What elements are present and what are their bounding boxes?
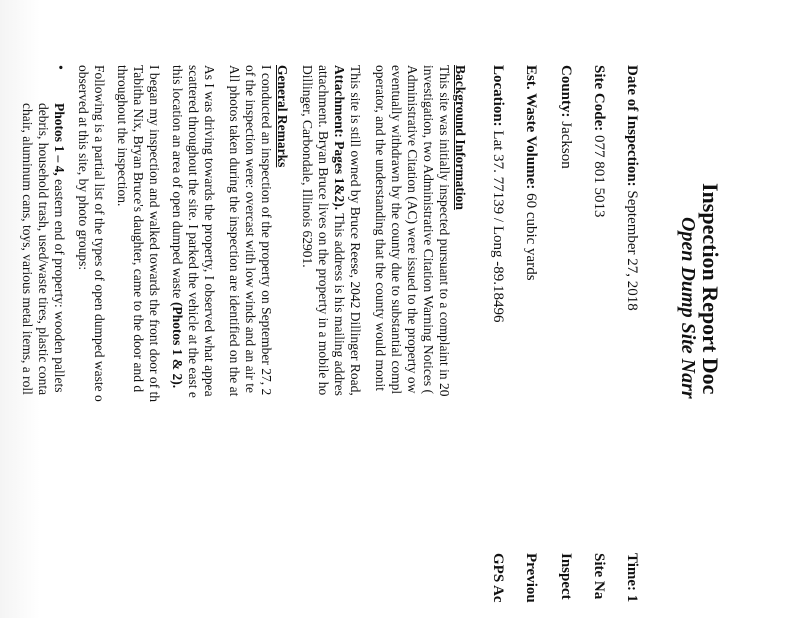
ownership-text: This address is his mailing addres [332, 210, 347, 396]
general-line: All photos taken during the inspection are identified on the at [227, 65, 242, 397]
site-code-label: Site Code: [591, 65, 607, 132]
site-code-value: 077 801 5013 [591, 135, 607, 218]
date-value: September 27, 2018 [624, 190, 640, 311]
county-row [558, 65, 575, 169]
ownership-line [331, 65, 348, 396]
time-label: Time: 1 [624, 553, 640, 603]
ownership-line: This site is still owned by Bruce Reese, 2042 Dillinger Road, [348, 65, 363, 396]
location-value: Lat 37. 77139 / Long -89.18496 [490, 130, 506, 323]
photos-group-label: Photos 1 – 4, [52, 103, 67, 176]
background-heading: Background Information [453, 65, 468, 210]
photos-group-text: eastern end of property: wooden pallets [52, 175, 67, 393]
photo-reference: (Photos 1 & 2). [170, 301, 185, 389]
background-line: eventually withdrawn by the county due to substantial compl [389, 65, 404, 395]
walk-line: throughout the inspection. [115, 65, 130, 207]
background-line: investigation, two Administrative Citation Warning Notices ( [421, 65, 436, 394]
walk-line: I began my inspection and walked towards the front door of th [147, 65, 162, 403]
background-line: operator, and the understanding that the county would monit [373, 65, 388, 392]
ownership-line: attachment. Bryan Bruce lives on the property in a mobile ho [316, 65, 331, 396]
county-label: County: [558, 65, 574, 118]
arrival-line: scattered throughout the site. I parked the vehicle at the east e [186, 65, 201, 398]
county-value: Jackson [558, 121, 574, 169]
inspection-date-row [624, 65, 641, 311]
waste-volume-value: 60 cubic yards [523, 193, 539, 281]
inspector-label: Inspect [558, 553, 574, 600]
gps-label: GPS Ac [490, 553, 506, 603]
list-intro-line: observed at this site, by photo groups: [76, 65, 91, 271]
general-line: I conducted an inspection of the property on September 27, 2 [259, 65, 274, 396]
arrival-line: As I was driving towards the property, I observed what appea [202, 65, 217, 397]
general-line: of the inspection were: overcast with low winds and an air te [243, 65, 258, 394]
walk-line: Tabitha Nix, Bryan Bruce's daughter, came to the door and d [131, 65, 146, 393]
report-title: Inspection Report Doc [698, 183, 723, 395]
photos-group-line: chair, aluminum cans, toys, various metal items, a roll [20, 103, 35, 395]
location-row [490, 65, 507, 323]
photos-group-line [51, 103, 68, 392]
date-label: Date of Inspection: [624, 65, 640, 187]
waste-volume-label: Est. Waste Volume: [523, 65, 539, 190]
ownership-line: Dillinger, Carbondale, Illinois 62901. [300, 65, 315, 268]
rotated-document-page [20, 65, 723, 625]
background-line: Administrative Citation (AC) were issued to the property ow [405, 65, 420, 394]
list-intro-line: Following is a partial list of the types of open dumped waste o [92, 65, 107, 402]
arrival-line [169, 65, 186, 388]
site-name-label: Site Na [591, 553, 607, 600]
site-code-row [591, 65, 608, 218]
location-label: Location: [490, 65, 506, 127]
arrival-text: this location an area of open dumped waste [170, 65, 185, 302]
bullet-icon: • [52, 65, 67, 70]
general-remarks-heading: General Remarks [275, 65, 290, 168]
background-line: This site was initially inspected pursuant to a complaint in 20 [437, 65, 452, 397]
report-subtitle: Open Dump Site Narr [677, 217, 699, 399]
previous-label: Previou [523, 553, 539, 603]
attachment-reference: Attachment: Pages 1&2). [332, 65, 347, 211]
waste-volume-row [523, 65, 540, 281]
photos-group-line: debris, household trash, used/waste tires, plastic conta [36, 103, 51, 396]
